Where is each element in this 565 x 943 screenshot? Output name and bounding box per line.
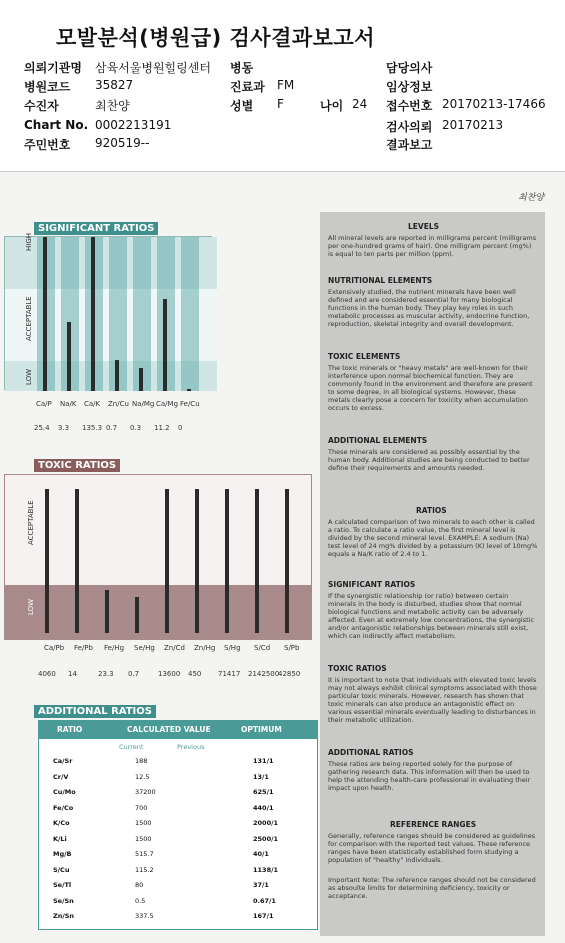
head-ratio: RATIO xyxy=(57,725,83,734)
age-label: 나이 xyxy=(320,99,344,113)
significant-bar xyxy=(139,368,143,391)
signature: 최찬양 xyxy=(518,193,545,203)
toxic-value: 0.7 xyxy=(128,670,140,678)
additional-current-value: 188 xyxy=(135,757,148,765)
rrn-value: 920519-- xyxy=(95,136,150,150)
significant-bar xyxy=(163,299,167,391)
additional-current-value: 1500 xyxy=(135,834,152,843)
doctor-label: 담당의사 xyxy=(386,61,433,75)
additional-current-value: 0.5 xyxy=(135,896,146,905)
receipt-label: 접수번호 xyxy=(386,99,433,113)
toxic-band-low xyxy=(5,585,311,639)
ratios-text: A calculated comparison of two minerals to each other is called a ratio. To calculate a ratio value, the first mineral level is divided by the second mineral level. EXAMPLE: A sodium (Na) test level of 24 mg% divided by a potassium (K) level of 10mg% equals a Na/K ratio of 2.4 to 1. xyxy=(328,518,538,558)
age-value: 24 xyxy=(352,97,368,111)
additional-elements-heading: ADDITIONAL ELEMENTS xyxy=(328,436,428,445)
additional-title: ADDITIONAL RATIOS xyxy=(34,705,156,718)
nutritional-text: Extensively studied, the nutrient minerals have been well defined and are considered essential for many biological functions in the human body. They play key roles in such metabolic processes as muscular activity, endocrine function, reproduction, skeletal integrity and overall development. xyxy=(328,288,530,328)
toxic-value: 2142500 xyxy=(248,670,280,678)
significant-column xyxy=(181,237,199,391)
low-label: LOW xyxy=(25,368,33,385)
test-date-label: 검사의뢰 xyxy=(386,120,433,134)
additional-current-value: 515.7 xyxy=(135,850,154,858)
additional-optimum-value: 0.67/1 xyxy=(253,896,276,905)
toxic-label: Fe/Pb xyxy=(74,644,93,652)
hospital-code-label: 병원코드 xyxy=(24,80,71,94)
report-title: 모발분석(병원급) 검사결과보고서 xyxy=(56,26,376,50)
test-date-value: 20170213 xyxy=(442,118,504,132)
rrn-label: 주민번호 xyxy=(24,138,71,152)
tox-ratios-text: It is important to note that individuals with elevated toxic levels may not always exhibit clinical symptoms associated with those particular toxic minerals. However, research has shown that toxic minerals can also produce an antagonistic effect on various essential minerals eventually leading to disturbances in their metabolic utilization. xyxy=(328,676,537,724)
scanned-sheet xyxy=(0,171,565,943)
additional-elements-text: These minerals are considered as possibly essential by the human body. Additional studies are being conducted to better define their requirements and amounts needed. xyxy=(328,448,530,472)
toxic-bar xyxy=(255,489,259,633)
result-report-label: 결과보고 xyxy=(386,138,433,152)
significant-label: Ca/Mg xyxy=(156,400,179,408)
additional-ratio-name: Fe/Co xyxy=(53,803,74,812)
additional-ratio-name: Cr/V xyxy=(53,772,69,781)
additional-ratio-name: Cu/Mo xyxy=(53,788,76,796)
hospital-code-value: 35827 xyxy=(95,78,134,92)
head-opt: OPTIMUM xyxy=(241,725,282,734)
toxic-low-label: LOW xyxy=(27,598,35,615)
significant-label: Zn/Cu xyxy=(108,400,129,408)
dept-value: FM xyxy=(277,78,295,92)
ward-label: 병동 xyxy=(230,61,254,75)
significant-title: SIGNIFICANT RATIOS xyxy=(34,222,158,235)
additional-ratio-name: Se/Sn xyxy=(53,896,74,905)
additional-ratio-name: Mg/B xyxy=(53,850,72,858)
significant-bar xyxy=(187,389,191,391)
add-ratios-heading: ADDITIONAL RATIOS xyxy=(328,748,414,757)
toxic-label: Se/Hg xyxy=(134,644,155,652)
info-panel xyxy=(320,212,545,936)
levels-heading: LEVELS xyxy=(408,222,440,231)
institution-value: 삼육서울병원힐링센터 xyxy=(95,61,211,75)
toxic-label: S/Hg xyxy=(224,644,241,652)
high-label: HIGH xyxy=(25,232,33,251)
institution-label: 의뢰기관명 xyxy=(24,61,82,75)
sex-label: 성별 xyxy=(230,99,254,113)
toxic-elements-text: The toxic minerals or "heavy metals" are well-known for their interference upon normal biochemical function. They are commonly found in the environment and therefore are present to some degree, in all biological systems. However, these metals clearly pose a concern for toxicity when accumulation occurs to excess. xyxy=(328,364,533,412)
toxic-label: Ca/Pb xyxy=(44,644,65,652)
toxic-value: 71417 xyxy=(218,670,241,678)
head-calc: CALCULATED VALUE xyxy=(127,725,211,734)
important-note: Important Note: The reference ranges should not be considered as absoulte limits for determining deficiency, toxicity or acceptance. xyxy=(328,876,536,900)
toxic-bar xyxy=(225,489,229,633)
toxic-title: TOXIC RATIOS xyxy=(34,459,120,472)
tox-ratios-heading: TOXIC RATIOS xyxy=(328,664,387,673)
levels-text: All mineral levels are reported in milligrams percent (milligrams per one-hundred grams of hair). One milligram percent (mg%) is equal to ten parts per million (ppm). xyxy=(328,234,537,258)
additional-optimum-value: 1138/1 xyxy=(253,865,278,874)
significant-value: 3.3 xyxy=(58,424,70,432)
chart-value: 0002213191 xyxy=(95,118,172,132)
toxic-value: 450 xyxy=(188,670,202,678)
collector-value: 최찬양 xyxy=(95,99,130,113)
reference-text: Generally, reference ranges should be considered as guidelines for comparison with the reported test values. These reference ranges have been statistically established form studying a population of "healthy" individuals. xyxy=(328,832,536,864)
toxic-bar xyxy=(165,489,169,633)
additional-ratio-name: Se/Tl xyxy=(53,881,72,889)
significant-bar xyxy=(67,322,71,391)
significant-bar xyxy=(91,237,95,391)
significant-value: 0.7 xyxy=(106,424,118,432)
toxic-band-acceptable xyxy=(5,475,311,585)
additional-optimum-value: 625/1 xyxy=(253,788,274,796)
additional-optimum-value: 131/1 xyxy=(253,757,274,765)
toxic-chart xyxy=(4,474,312,640)
additional-ratio-name: S/Cu xyxy=(53,865,70,874)
toxic-value: 14 xyxy=(68,670,77,678)
additional-current-value: 700 xyxy=(135,803,148,812)
collector-label: 수진자 xyxy=(24,99,59,113)
additional-ratio-name: Zn/Sn xyxy=(53,912,75,920)
additional-ratio-name: K/Li xyxy=(53,834,67,843)
sig-ratios-heading: SIGNIFICANT RATIOS xyxy=(328,580,416,589)
toxic-label: Zn/Cd xyxy=(164,644,185,652)
additional-header xyxy=(39,721,317,739)
significant-label: Na/K xyxy=(60,400,77,408)
additional-optimum-value: 2000/1 xyxy=(253,819,278,827)
toxic-bar xyxy=(45,489,49,633)
toxic-value: 13600 xyxy=(158,670,181,678)
significant-label: Na/Mg xyxy=(132,400,155,408)
additional-current-value: 37200 xyxy=(135,788,156,796)
toxic-value: 4060 xyxy=(38,670,56,678)
toxic-label: S/Pb xyxy=(284,644,300,652)
chart-label: Chart No. xyxy=(24,118,89,132)
additional-current-value: 115.2 xyxy=(135,865,154,874)
significant-label: Ca/K xyxy=(84,400,101,408)
additional-optimum-value: 167/1 xyxy=(253,912,274,920)
ratios-heading: RATIOS xyxy=(416,506,447,515)
sub-current: Current xyxy=(119,743,144,751)
toxic-bar xyxy=(105,590,109,633)
significant-label: Fe/Cu xyxy=(180,400,200,408)
significant-chart xyxy=(4,232,212,390)
significant-bar xyxy=(115,360,119,391)
toxic-value: 23.3 xyxy=(98,670,114,678)
add-ratios-text: These ratios are being reported solely for the purpose of gathering research data. This information will then be used to help the attending health-care professional in evaluating their impact upon health. xyxy=(328,760,531,792)
significant-value: 11.2 xyxy=(154,424,170,432)
additional-current-value: 12.5 xyxy=(135,772,150,781)
additional-optimum-value: 40/1 xyxy=(253,850,269,858)
significant-value: 135.3 xyxy=(82,424,103,432)
significant-value: 0 xyxy=(178,424,183,432)
dept-label: 진료과 xyxy=(230,80,265,94)
reference-heading: REFERENCE RANGES xyxy=(390,820,477,829)
sex-value: F xyxy=(277,97,284,111)
nutritional-heading: NUTRITIONAL ELEMENTS xyxy=(328,276,433,285)
toxic-bar xyxy=(195,489,199,633)
toxic-elements-heading: TOXIC ELEMENTS xyxy=(328,352,401,361)
additional-optimum-value: 37/1 xyxy=(253,881,269,889)
toxic-acceptable-label: ACCEPTABLE xyxy=(27,500,35,545)
additional-ratio-name: K/Co xyxy=(53,819,70,827)
toxic-bar xyxy=(135,597,139,633)
sig-ratios-text: If the synergistic relationship (or ratio) between certain minerals in the body is disturbed, studies show that normal biological functions and metabolic activity can be adversely affected. Even at extremely low concentrations, the synergistic and/or antagonistic relationships between minerals still exist, which can indirectly affect metabolism. xyxy=(328,592,535,640)
significant-value: 25.4 xyxy=(34,424,50,432)
significant-value: 0.3 xyxy=(130,424,142,432)
toxic-bar xyxy=(75,489,79,633)
additional-optimum-value: 2500/1 xyxy=(253,834,278,843)
additional-table xyxy=(38,720,318,930)
clinical-info-label: 임상정보 xyxy=(386,80,433,94)
additional-optimum-value: 440/1 xyxy=(253,803,274,812)
additional-current-value: 1500 xyxy=(135,819,152,827)
additional-optimum-value: 13/1 xyxy=(253,772,269,781)
significant-label: Ca/P xyxy=(36,400,52,408)
sub-previous: Previous xyxy=(177,743,205,751)
toxic-label: Fe/Hg xyxy=(104,644,125,652)
toxic-value: 42850 xyxy=(278,670,301,678)
toxic-label: S/Cd xyxy=(254,644,271,652)
additional-current-value: 80 xyxy=(135,881,144,889)
toxic-bar xyxy=(285,489,289,633)
additional-ratio-name: Ca/Sr xyxy=(53,757,73,765)
acceptable-label: ACCEPTABLE xyxy=(25,296,33,341)
toxic-label: Zn/Hg xyxy=(194,644,216,652)
receipt-value: 20170213-17466 xyxy=(442,97,546,111)
significant-bar xyxy=(43,237,47,391)
additional-current-value: 337.5 xyxy=(135,912,154,920)
